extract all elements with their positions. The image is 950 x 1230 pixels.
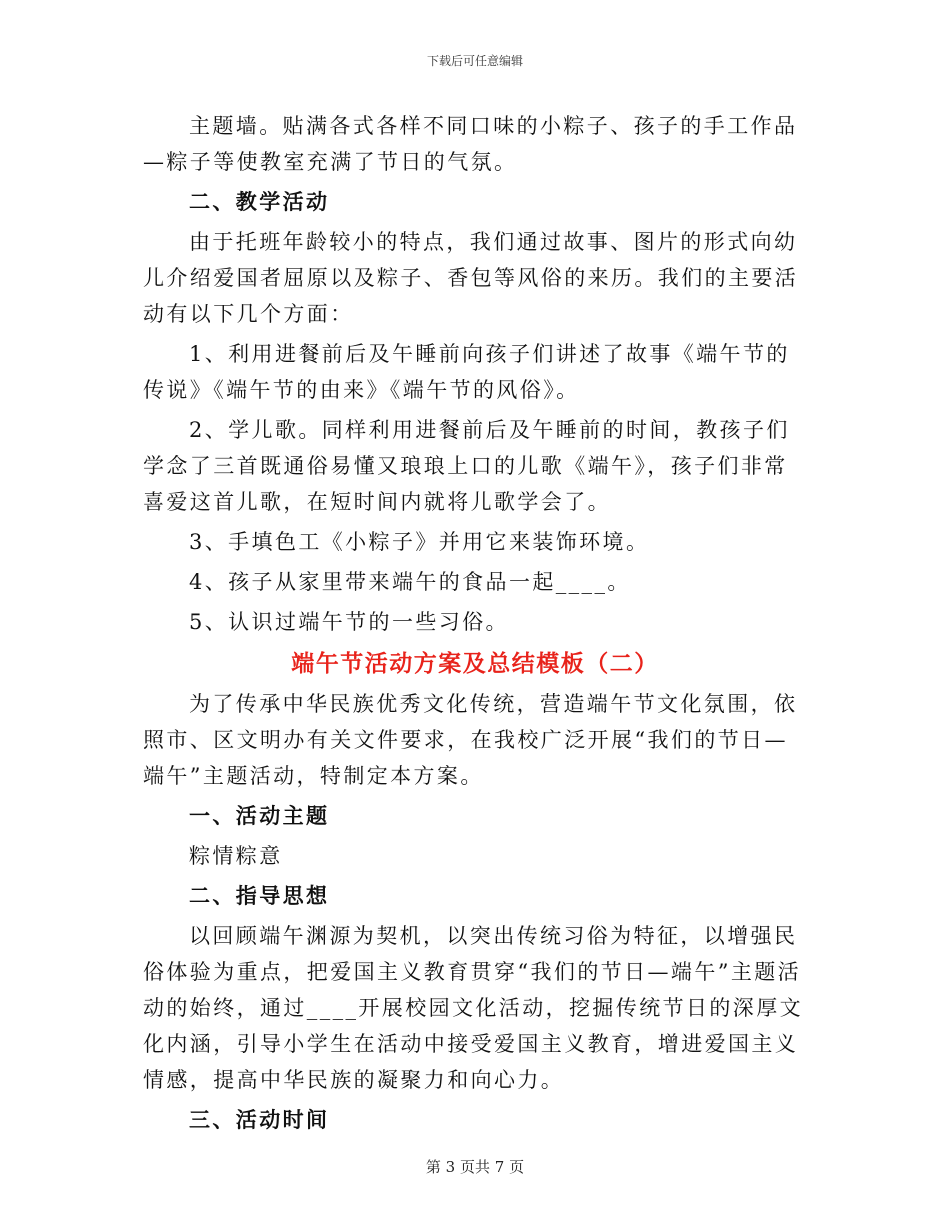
heading-teaching-activities: 二、教学活动 [189,189,330,214]
list-item-food: 4、孩子从家里带来端午的食品一起____。 [189,570,631,594]
heading-activity-time: 三、活动时间 [189,1107,330,1132]
paragraph-plan-intro: 为了传承中华民族优秀文化传统，营造端午节文化氛围，依照市、区文明办有关文件要求，在我校广泛开展“我们的节日—端午”主题活动，特制定本方案。 [143,692,798,788]
list-item-nursery-rhyme: 2、学儿歌。同样利用进餐前后及午睡前的时间，教孩子们学念了三首既通俗易懂又琅琅上口的儿歌《端午》，孩子们非常喜爱这首儿歌，在短时间内就将儿歌学会了。 [143,418,790,514]
section-title: 端午节活动方案及总结模板（二） [291,650,659,677]
page-footer: 第 3 页共 7 页 [425,1158,525,1176]
paragraph-teaching-intro: 由于托班年龄较小的特点，我们通过故事、图片的形式向幼儿介绍爱国者屈原以及粽子、香包等风俗的来历。我们的主要活动有以下几个方面： [143,230,799,326]
document-body [143,108,807,1142]
page-header: 下载后可任意编辑 [426,54,523,68]
paragraph-theme-name: 粽情粽意 [189,844,283,868]
paragraph-guiding-ideology: 以回顾端午渊源为契机，以突出传统习俗为特征，以增强民俗体验为重点，把爱国主义教育贯穿“我们的节日—端午”主题活动的始终，通过____开展校园文化活动，挖掘传统节日的深厚文化内涵，引导小学生在活动中接受爱国主义教育，增进爱国主义情感，提高中华民族的凝聚力和向心力。 [143,924,803,1092]
list-item-customs: 5、认识过端午节的一些习俗。 [189,610,509,634]
list-item-coloring: 3、手填色工《小粽子》并用它来装饰环境。 [189,530,650,554]
heading-guiding-ideology: 二、指导思想 [189,883,330,908]
paragraph-theme-wall: 主题墙。贴满各式各样不同口味的小粽子、孩子的手工作品—粽子等使教室充满了节日的气氛。 [143,114,798,174]
list-item-stories: 1、利用进餐前后及午睡前向孩子们讲述了故事《端午节的传说》《端午节的由来》《端午节的风俗》。 [143,342,790,402]
heading-activity-theme: 一、活动主题 [189,803,330,828]
